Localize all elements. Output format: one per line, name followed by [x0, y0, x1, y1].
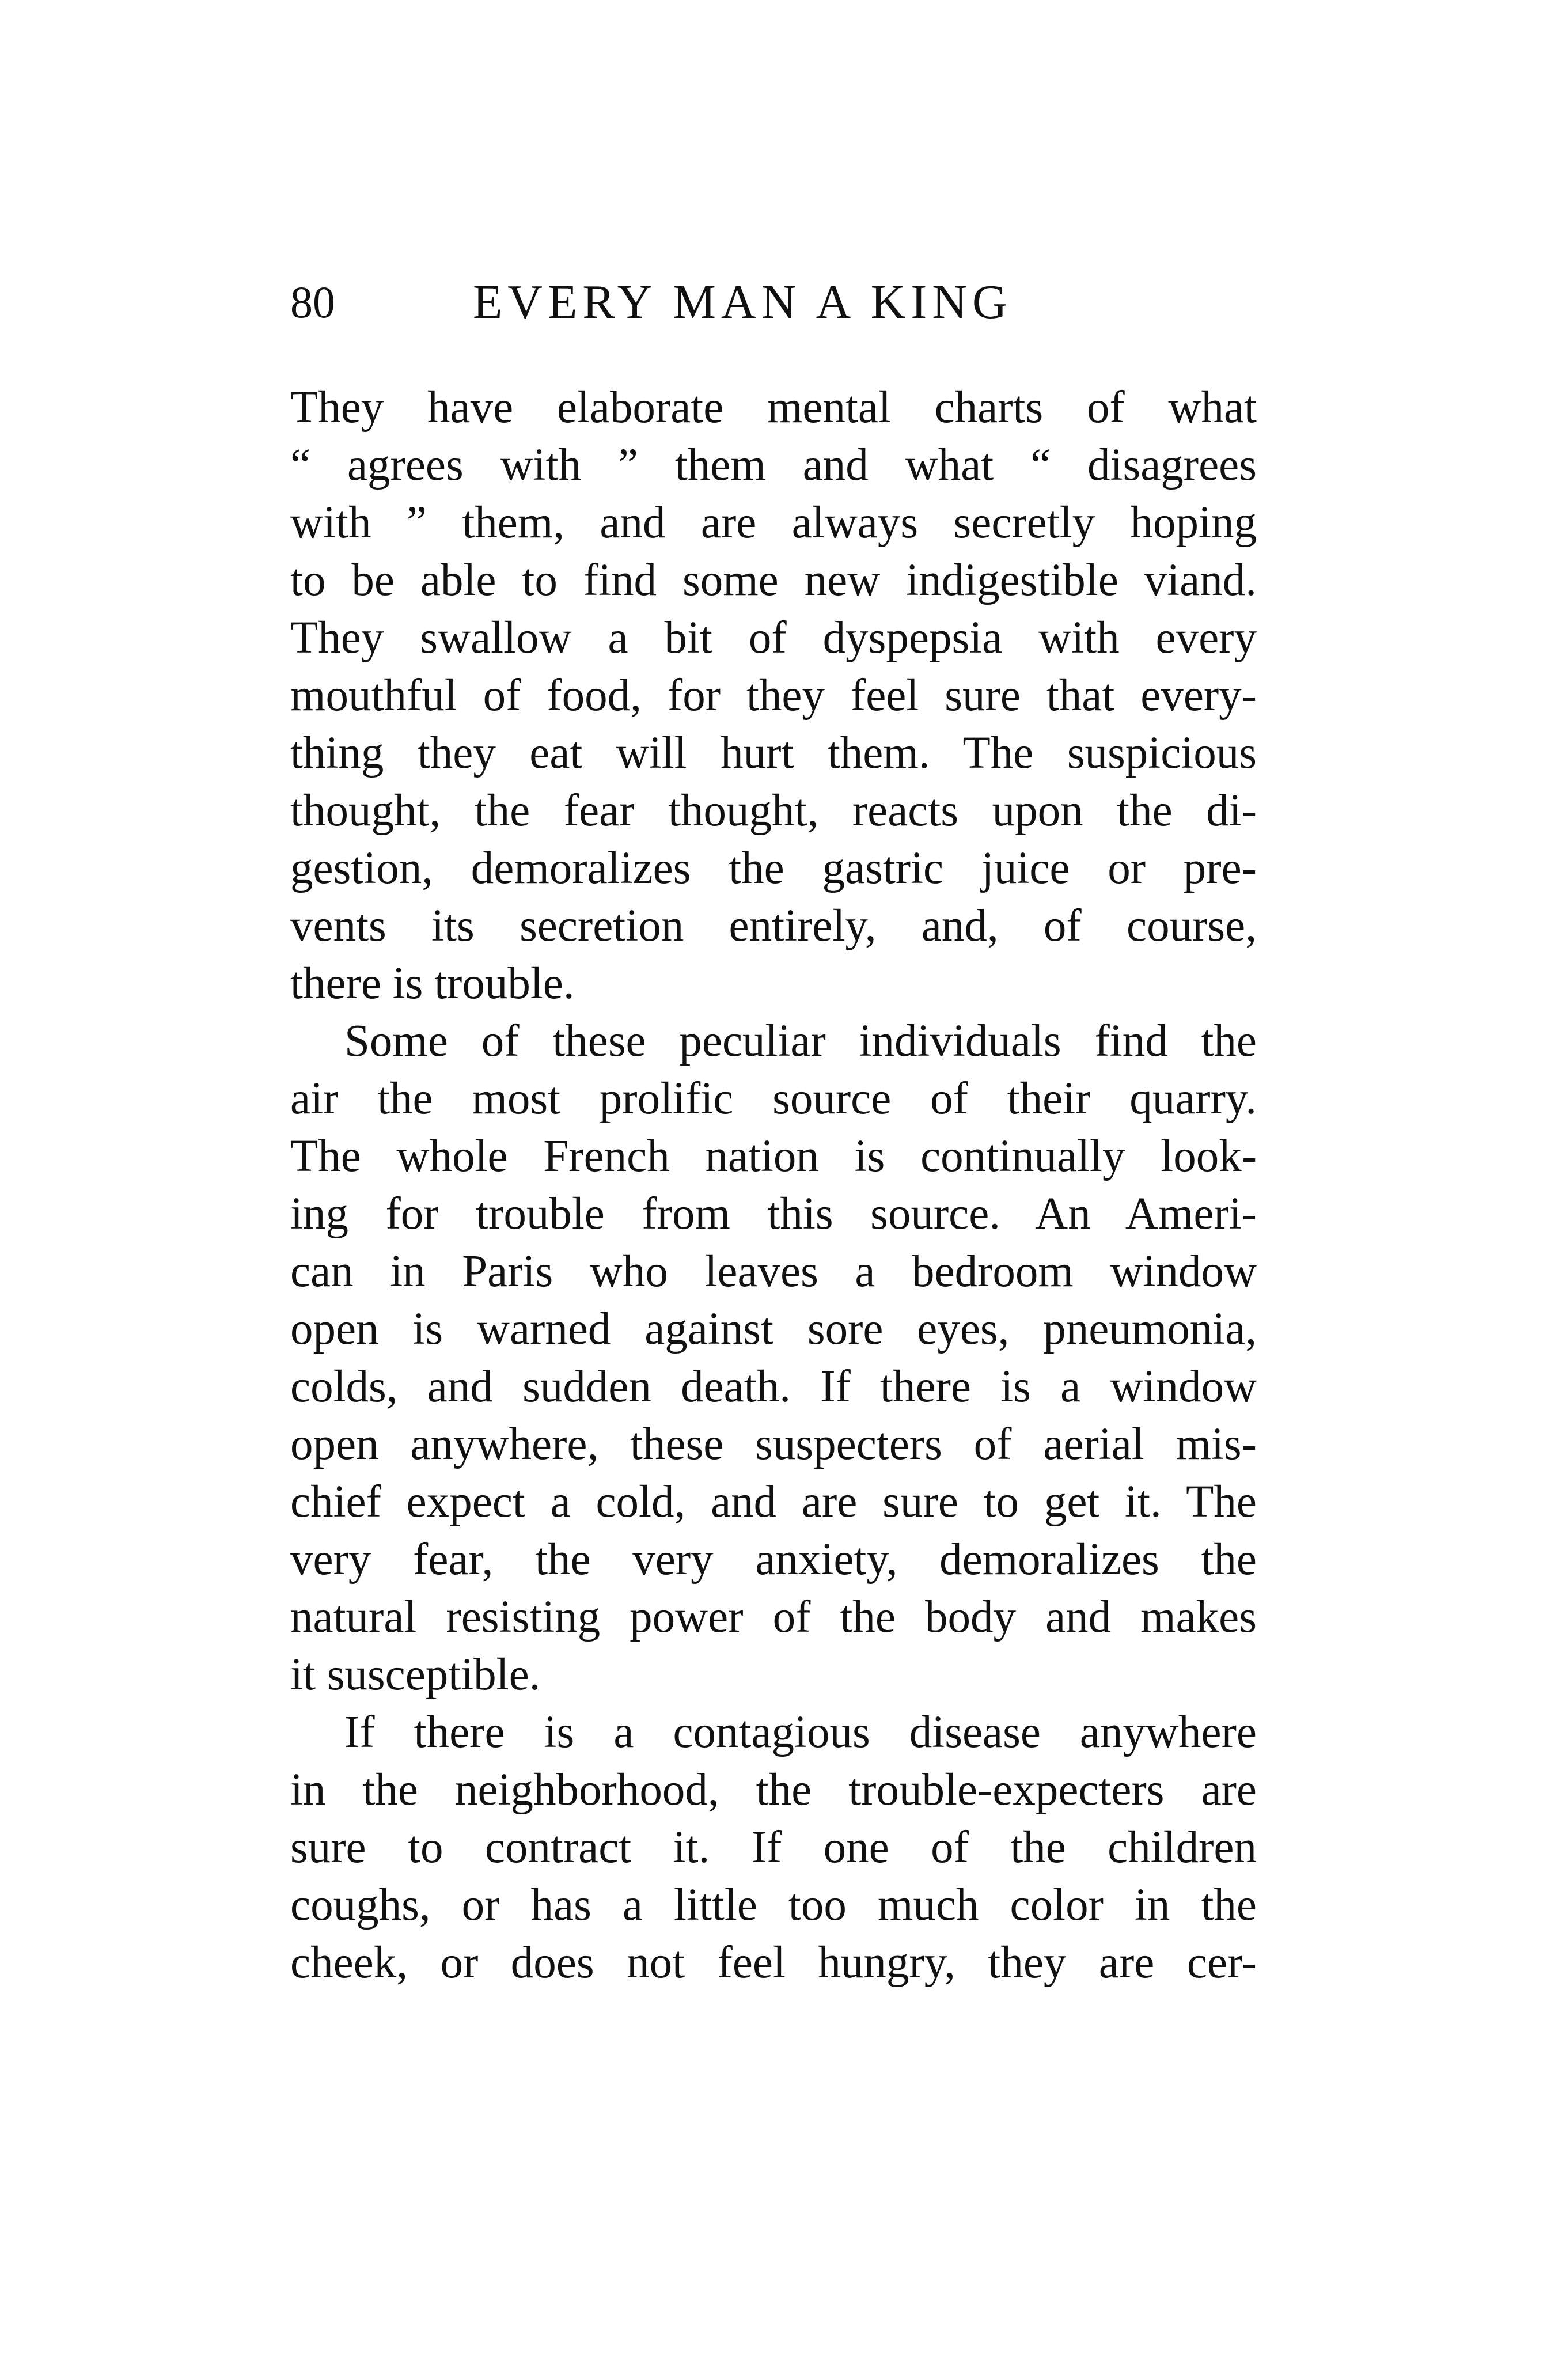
text-line: Some of these peculiar individuals find the: [344, 1016, 1257, 1066]
text-line: it susceptible.: [290, 1650, 541, 1700]
paragraph: [290, 1013, 1257, 1704]
text-line: thought, the fear thought, reacts upon the di-: [290, 786, 1257, 836]
text-line: gestion, demoralizes the gastric juice or pre-: [290, 843, 1257, 893]
body-text: [290, 379, 1257, 1992]
paragraph: [290, 379, 1257, 1013]
text-line: chief expect a cold, and are sure to get it. The: [290, 1477, 1257, 1527]
page-number: 80: [290, 277, 335, 327]
text-line: can in Paris who leaves a bedroom window: [290, 1246, 1257, 1297]
text-line: They have elaborate mental charts of what: [290, 382, 1257, 433]
text-line: ing for trouble from this source. An Ameri-: [290, 1189, 1257, 1239]
running-title: EVERY MAN A KING: [473, 275, 1013, 329]
text-line: The whole French nation is continually look-: [290, 1131, 1257, 1181]
text-line: colds, and sudden death. If there is a window: [290, 1362, 1257, 1412]
text-line: open is warned against sore eyes, pneumonia,: [290, 1304, 1257, 1354]
text-line: natural resisting power of the body and makes: [290, 1592, 1257, 1642]
text-line: “ agrees with ” them and what “ disagrees: [290, 440, 1257, 490]
text-line: They swallow a bit of dyspepsia with every: [290, 613, 1257, 663]
text-line: air the most prolific source of their quarry.: [290, 1074, 1257, 1124]
text-line: open anywhere, these suspecters of aerial mis-: [290, 1419, 1257, 1469]
text-line: mouthful of food, for they feel sure that every-: [290, 670, 1257, 721]
text-line: thing they eat will hurt them. The suspicious: [290, 728, 1257, 778]
text-line: sure to contract it. If one of the children: [290, 1822, 1257, 1873]
paragraph: [290, 1704, 1257, 1992]
page-header: [290, 271, 1257, 334]
text-line: very fear, the very anxiety, demoralizes the: [290, 1534, 1257, 1585]
text-line: cheek, or does not feel hungry, they are cer-: [290, 1938, 1257, 1988]
text-line: to be able to find some new indigestible viand.: [290, 555, 1257, 605]
text-line: in the neighborhood, the trouble-expecters are: [290, 1765, 1257, 1815]
text-line: vents its secretion entirely, and, of course,: [290, 901, 1257, 951]
text-line: with ” them, and are always secretly hoping: [290, 498, 1257, 548]
text-line: there is trouble.: [290, 958, 575, 1009]
text-line: If there is a contagious disease anywhere: [344, 1707, 1257, 1757]
text-line: coughs, or has a little too much color in the: [290, 1880, 1257, 1930]
